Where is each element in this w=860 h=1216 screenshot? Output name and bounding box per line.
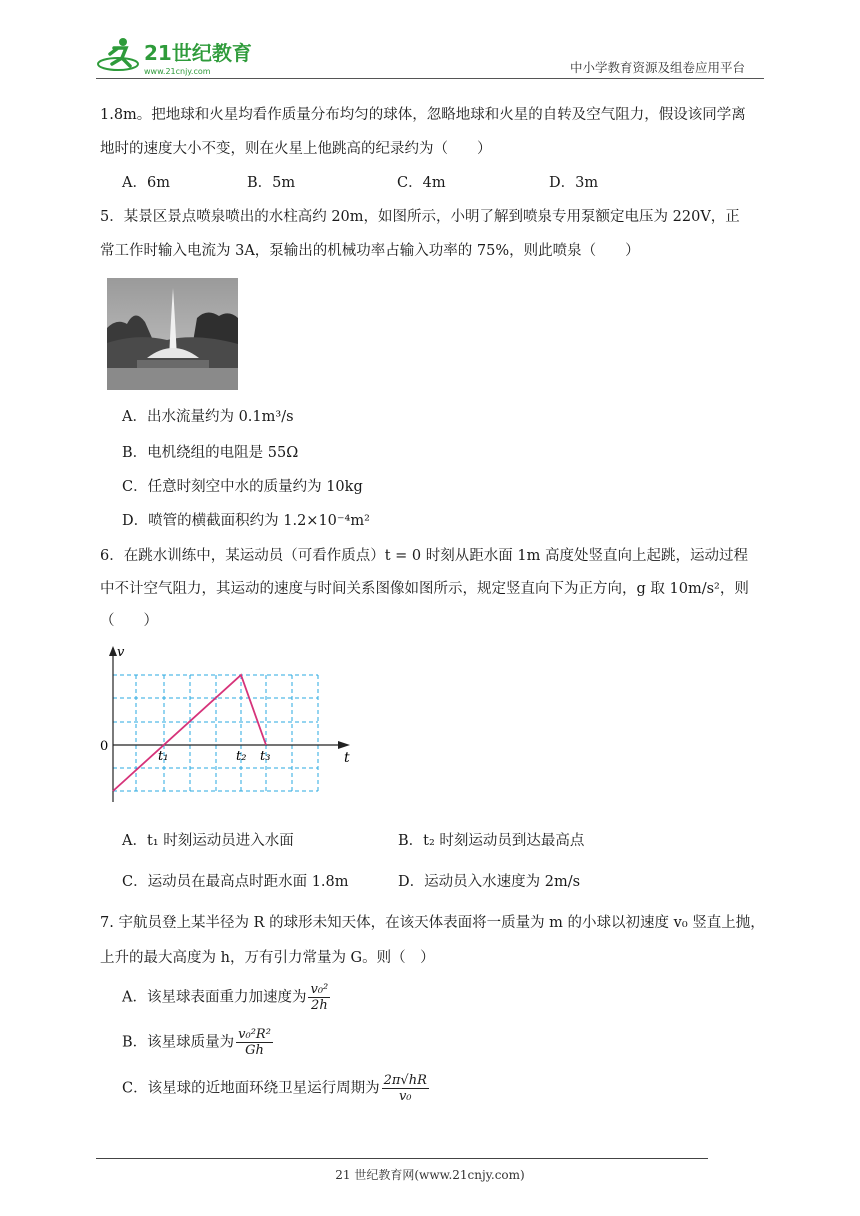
q5-line-2: 常工作时输入电流为 3A，泵输出的机械功率占输入功率的 75%，则此喷泉（ ） [100, 243, 640, 259]
q7-option-a [122, 982, 330, 1013]
q6-option-d: D．运动员入水速度为 2m/s [398, 874, 581, 890]
q7-option-c-text: C．该星球的近地面环绕卫星运行周期为 [122, 1080, 380, 1097]
q4-option-d: D．3m [549, 175, 599, 191]
t-axis-label: t [344, 750, 350, 766]
q7-option-c-fraction [382, 1073, 429, 1104]
q6-line-2: 中不计空气阻力，其运动的速度与时间关系图像如图所示，规定竖直向下为正方向，g 取 10m/s²，则 [100, 581, 749, 597]
q7-line-2: 上升的最大高度为 h，万有引力常量为 G。则（ ） [100, 950, 435, 966]
q7-option-b-text: B．该星球质量为 [122, 1034, 235, 1051]
logo-runner-icon [96, 34, 256, 80]
header-divider [96, 78, 764, 79]
header-platform-text: 中小学教育资源及组卷应用平台 [570, 60, 746, 75]
v-axis-label: v [117, 645, 125, 660]
t-axis-arrow [338, 741, 350, 749]
q6-line-1: 6．在跳水训练中，某运动员（可看作质点）t = 0 时刻从距水面 1m 高度处竖直向上起跳，运动过程 [100, 548, 748, 564]
q7-option-c [122, 1073, 429, 1104]
q5-option-d: D．喷管的横截面积约为 1.2×10⁻⁴m² [122, 513, 370, 529]
q4-option-c: C．4m [397, 175, 446, 191]
q6-option-b: B．t₂ 时刻运动员到达最高点 [398, 833, 585, 849]
t2-label: t₂ [236, 749, 247, 764]
site-logo [96, 34, 256, 80]
q7-option-b-denominator: Gh [245, 1043, 264, 1058]
q4-option-a: A．6m [122, 175, 170, 191]
q7-option-b [122, 1027, 273, 1058]
footer-divider [96, 1158, 708, 1159]
q4-line-1: 1.8m。把地球和火星均看作质量分布均匀的球体，忽略地球和火星的自转及空气阻力，假设该同学离 [100, 107, 746, 123]
q5-option-c: C．任意时刻空中水的质量约为 10kg [122, 479, 363, 495]
q7-option-c-denominator: v₀ [398, 1089, 412, 1104]
fountain-photo [107, 278, 238, 390]
q7-option-a-numerator: v₀² [310, 982, 329, 997]
velocity-time-graph [100, 642, 355, 814]
q7-option-b-fraction [236, 1027, 273, 1058]
footer-site-link[interactable]: 21 世纪教育网(www.21cnjy.com) [335, 1168, 525, 1182]
t3-label: t₃ [260, 749, 271, 764]
q7-option-b-numerator: v₀²R² [238, 1027, 271, 1042]
q7-option-c-numerator: 2π√hR [383, 1073, 427, 1088]
logo-text: 21世纪教育 [144, 41, 252, 65]
q7-option-a-fraction [308, 982, 330, 1013]
q7-line-1: 7. 宇航员登上某半径为 R 的球形未知天体，在该天体表面将一质量为 m 的小球以初速度 v₀ 竖直上抛， [100, 915, 765, 931]
t1-label: t₁ [158, 749, 169, 764]
q7-option-a-text: A．该星球表面重力加速度为 [122, 989, 307, 1006]
q5-line-1: 5．某景区景点喷泉喷出的水柱高约 20m，如图所示，小明了解到喷泉专用泵额定电压为 220V，正 [100, 209, 740, 225]
q7-option-a-denominator: 2h [311, 998, 328, 1013]
q4-option-b: B．5m [247, 175, 296, 191]
origin-label: 0 [100, 739, 109, 754]
q6-option-a: A．t₁ 时刻运动员进入水面 [122, 833, 294, 849]
q5-option-b: B．电机绕组的电阻是 55Ω [122, 445, 299, 461]
v-axis-arrow [109, 646, 117, 656]
q6-option-c: C．运动员在最高点时距水面 1.8m [122, 874, 349, 890]
logo-url-text: www.21cnjy.com [144, 67, 211, 76]
graph-grid [113, 675, 318, 791]
q5-option-a: A．出水流量约为 0.1m³/s [122, 409, 294, 425]
q6-line-3: （ ） [100, 613, 158, 629]
q4-line-2: 地时的速度大小不变，则在火星上他跳高的纪录约为（ ） [100, 141, 492, 157]
